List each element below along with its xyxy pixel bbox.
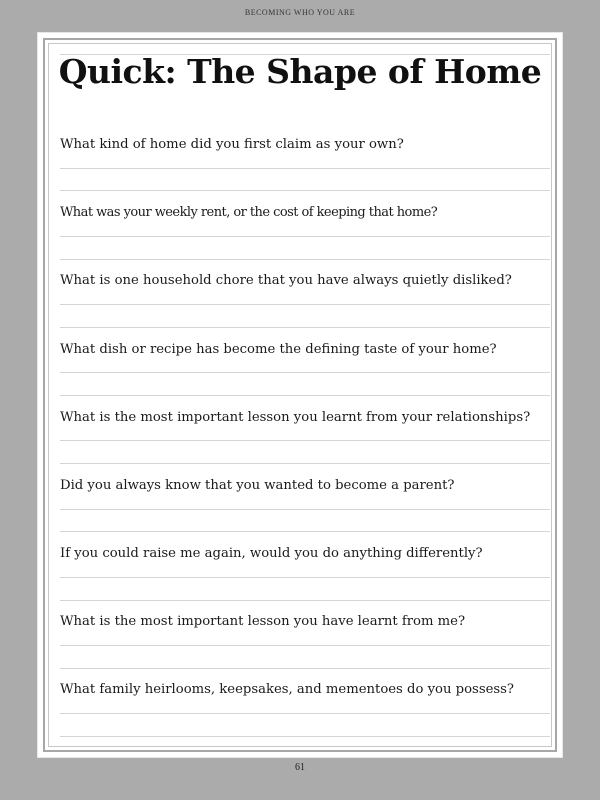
question-1: What kind of home did you first claim as your own? <box>60 137 404 152</box>
answer-line <box>60 577 550 578</box>
question-5: What is the most important lesson you learnt from your relationships? <box>60 410 531 425</box>
answer-line <box>60 327 550 328</box>
answer-line <box>60 736 550 737</box>
answer-line <box>60 236 550 237</box>
answer-line <box>60 600 550 601</box>
answer-line <box>60 463 550 464</box>
question-3: What is one household chore that you have always quietly disliked? <box>60 273 512 288</box>
question-2: What was your weekly rent, or the cost of keeping that home? <box>60 205 438 220</box>
answer-line <box>60 713 550 714</box>
answer-line <box>60 531 550 532</box>
answer-line <box>60 395 550 396</box>
question-4: What dish or recipe has become the defining taste of your home? <box>60 342 497 357</box>
answer-line <box>60 304 550 305</box>
answer-line <box>60 509 550 510</box>
answer-line <box>60 372 550 373</box>
answer-line <box>60 259 550 260</box>
answer-line <box>60 440 550 441</box>
page-number: 61 <box>295 762 305 773</box>
answer-line <box>60 645 550 646</box>
running-header: BECOMING WHO YOU ARE <box>244 8 356 17</box>
page-title: Quick: The Shape of Home <box>58 52 542 91</box>
answer-line <box>60 190 550 191</box>
question-6: Did you always know that you wanted to become a parent? <box>60 478 455 493</box>
question-7: If you could raise me again, would you do anything differently? <box>60 546 483 561</box>
question-9: What family heirlooms, keepsakes, and mementoes do you possess? <box>60 682 514 697</box>
question-8: What is the most important lesson you have learnt from me? <box>60 614 466 629</box>
answer-line <box>60 668 550 669</box>
answer-line <box>60 168 550 169</box>
